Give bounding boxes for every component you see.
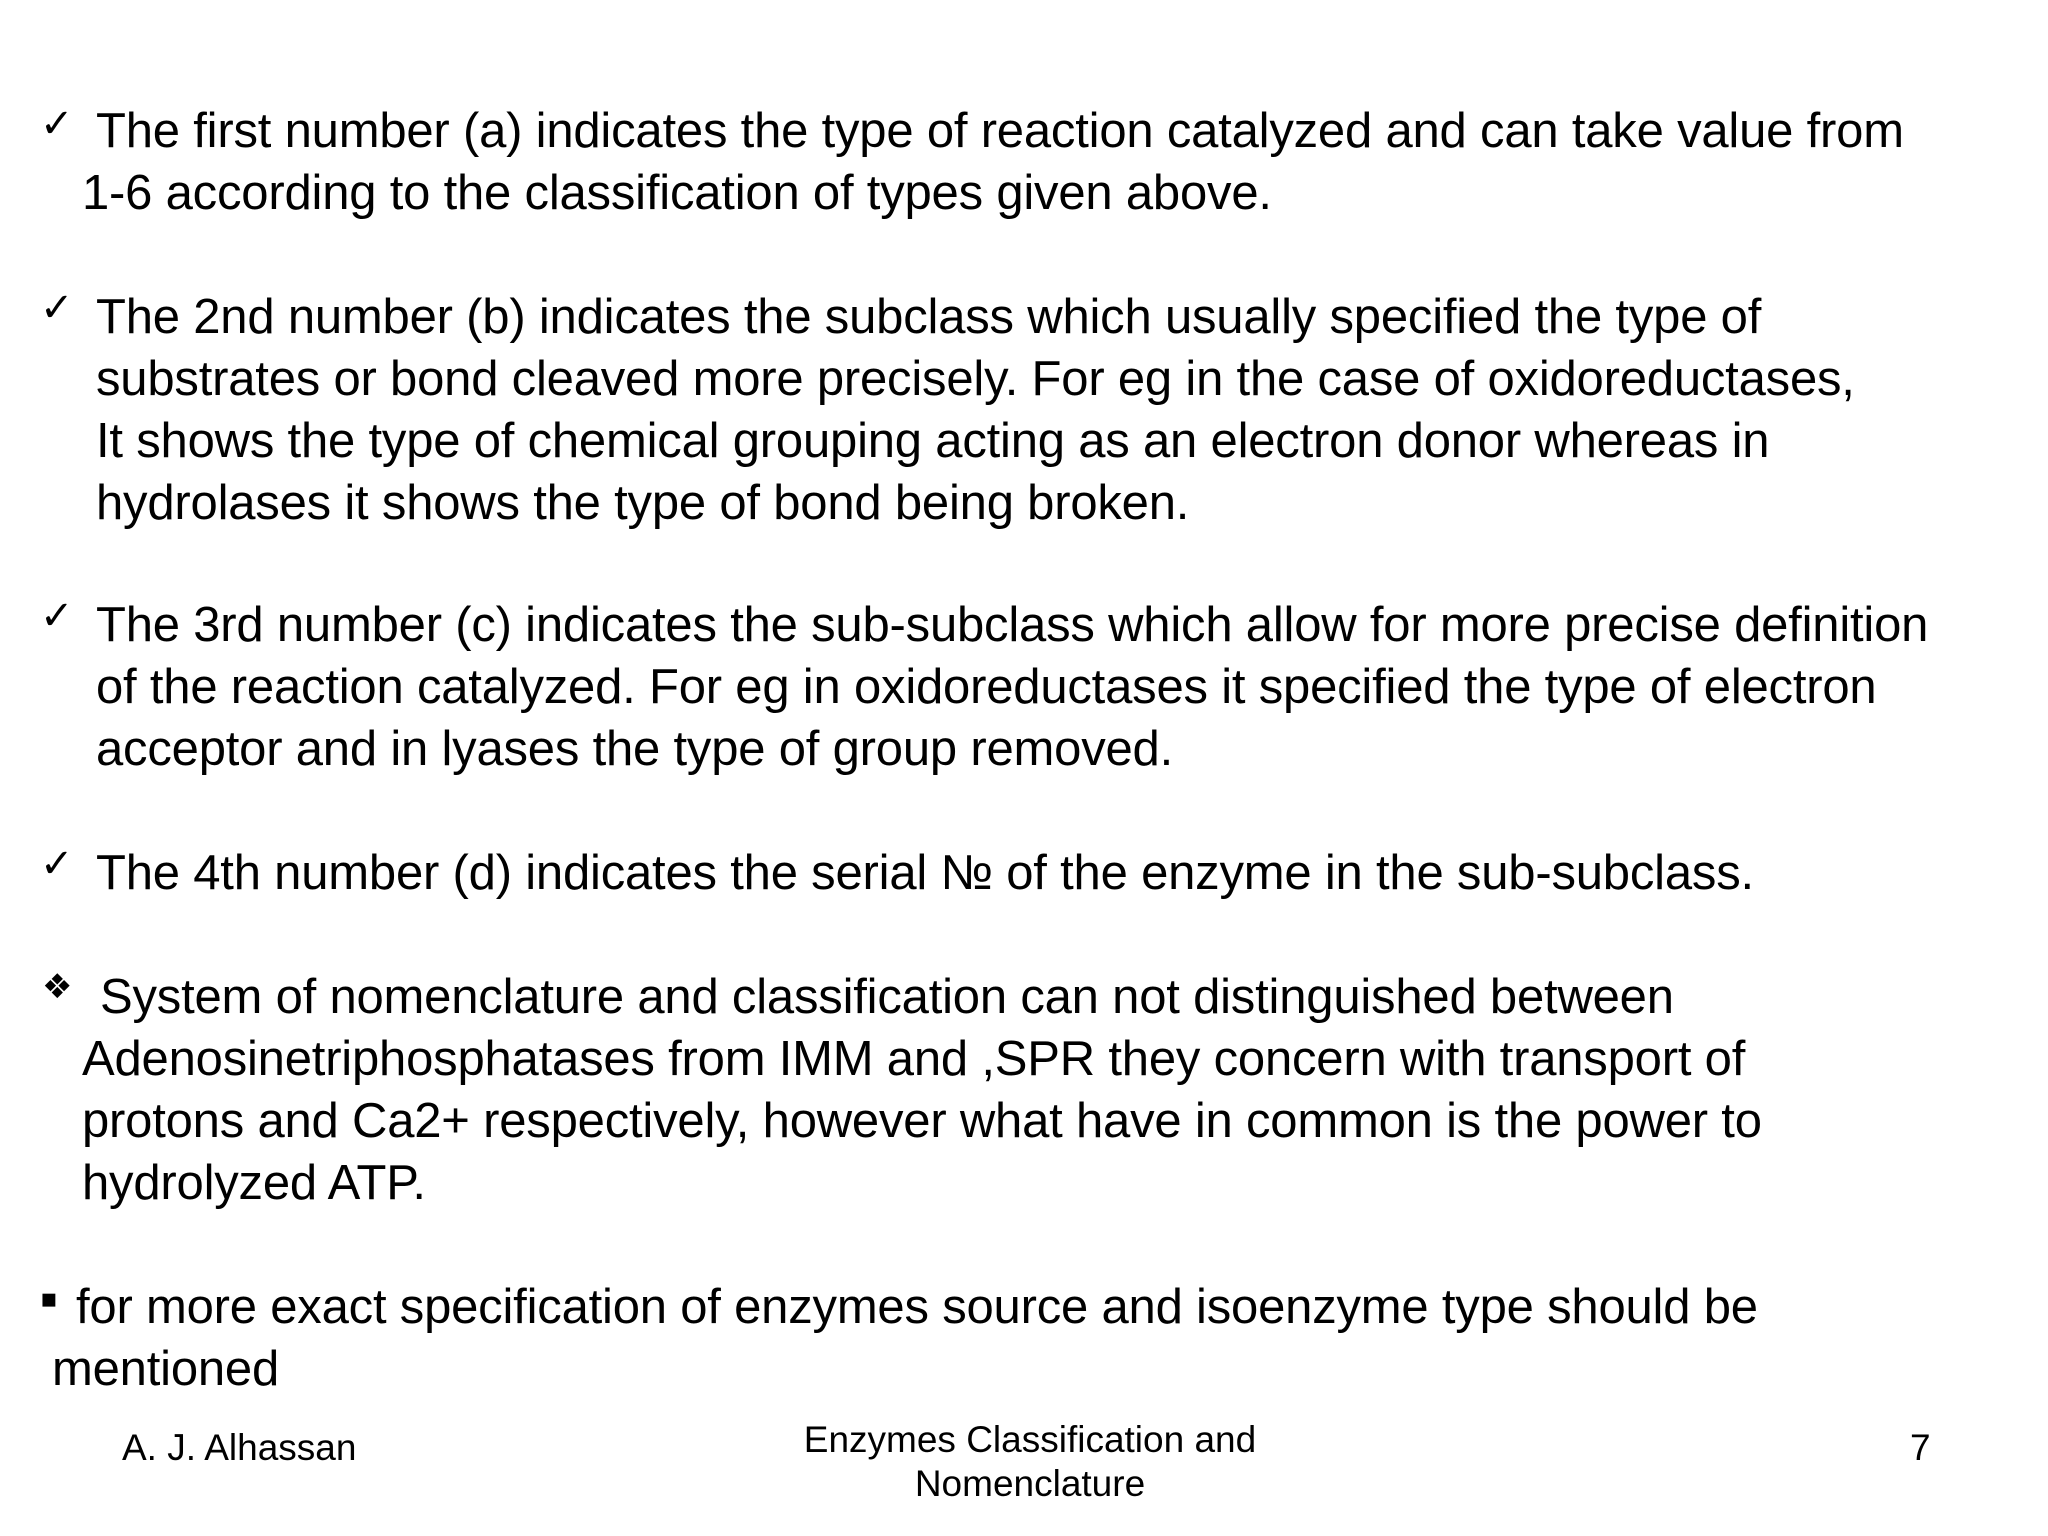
bullet-1-line-2: 1-6 according to the classification of types given above. (82, 166, 1272, 220)
bullet-3-line-2: of the reaction catalyzed. For eg in oxidoreductases it specified the type of electron (96, 660, 1877, 714)
footer-title (730, 1418, 1330, 1506)
bullet-5-line-2: Adenosinetriphosphatases from IMM and ,SPR they concern with transport of (82, 1032, 1746, 1086)
bullet-2-line-3: It shows the type of chemical grouping acting as an electron donor whereas in (96, 414, 1770, 468)
bullet-2-line-4: hydrolases it shows the type of bond being broken. (96, 476, 1190, 530)
bullet-5-line-1: System of nomenclature and classification can not distinguished between (100, 970, 1674, 1024)
bullet-3-line-3: acceptor and in lyases the type of group removed. (96, 722, 1174, 776)
bullet-5-line-3: protons and Ca2+ respectively, however what have in common is the power to (82, 1094, 1762, 1148)
footer-title-line-1: Enzymes Classification and (803, 1419, 1257, 1460)
bullet-2-line-2: substrates or bond cleaved more precisely. For eg in the case of oxidoreductases, (96, 352, 1855, 406)
bullet-6-line-2: mentioned (52, 1342, 280, 1396)
check-mark-icon: ✓ (40, 285, 74, 331)
check-mark-icon: ✓ (40, 101, 74, 147)
bullet-6-line-1: for more exact specification of enzymes source and isoenzyme type should be (76, 1280, 1758, 1334)
bullet-3-line-1: The 3rd number (c) indicates the sub-subclass which allow for more precise definition (96, 598, 1929, 652)
check-mark-icon: ✓ (40, 593, 74, 639)
bullet-2-line-1: The 2nd number (b) indicates the subclass which usually specified the type of (96, 290, 1762, 344)
footer-author: A. J. Alhassan (122, 1427, 357, 1468)
check-mark-icon: ✓ (40, 841, 74, 887)
page-number: 7 (1910, 1427, 1931, 1468)
bullet-4-line-1: The 4th number (d) indicates the serial № of the enzyme in the sub-subclass. (96, 846, 1754, 900)
four-diamond-icon: ❖ (42, 967, 73, 1007)
bullet-1-line-1: The first number (a) indicates the type of reaction catalyzed and can take value from (96, 104, 1904, 158)
footer-title-line-2: Nomenclature (914, 1463, 1146, 1504)
bullet-5-line-4: hydrolyzed ATP. (82, 1156, 426, 1210)
square-bullet-icon: ▪ (40, 1284, 58, 1314)
